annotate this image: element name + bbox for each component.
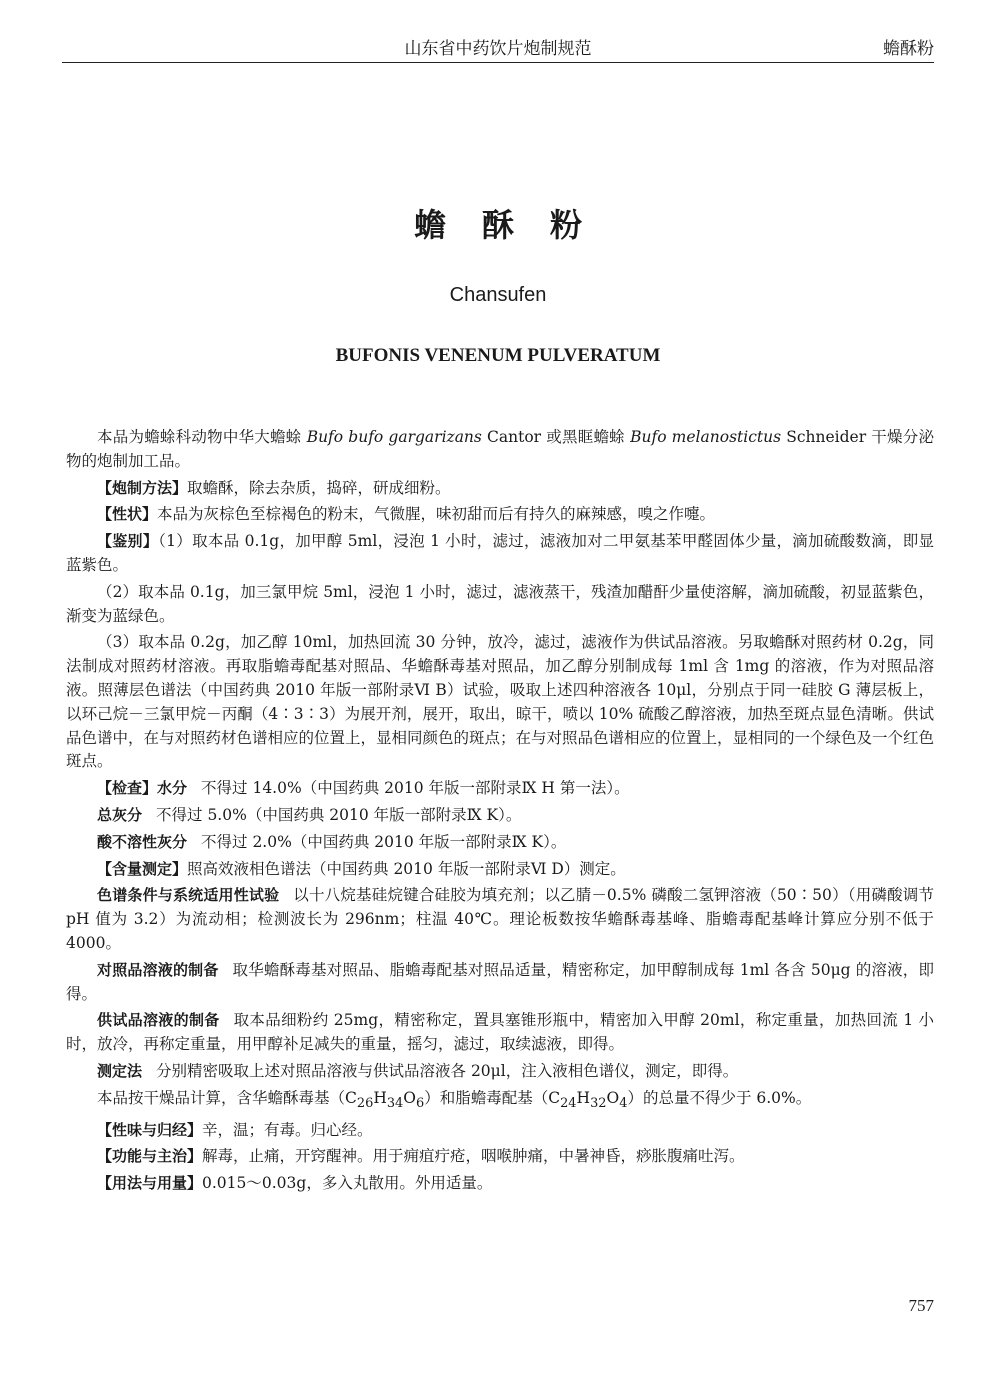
subscript: 4 [619, 1095, 628, 1111]
section-label: 【鉴别】 [97, 532, 159, 551]
formula-text: O [403, 1088, 416, 1107]
identification-paragraph-3: （3）取本品 0.2g，加乙醇 10ml，加热回流 30 分钟，放冷，滤过，滤液作为供试品溶液。另取蟾酥对照药材 0.2g，同法制成对照药材溶液。再取脂蟾毒配基对照品、华蟾酥毒基对照品，加乙醇分别制成每 1ml 含 1mg 的溶液，作为对照品溶液。照薄层色谱法（中国药典 2010 年版一部附录Ⅵ B）试验，吸取上述四种溶液各 10μl，分别点于同一硅胶 G 薄层板上，以环己烷－三氯甲烷－丙酮（4∶3∶3）为展开剂，展开，取出，晾干，喷以 10% 硫酸乙醇溶液，加热至斑点显色清晰。供试品色谱中，在与对照药材色谱相应的位置上，显相同颜色的斑点；在与对照品色谱相应的位置上，显相同的一个绿色及一个红色斑点。 [66, 633, 935, 771]
formula-text: H [576, 1088, 591, 1107]
section-label: 【功能与主治】 [97, 1147, 203, 1166]
section-text: 照高效液相色谱法（中国药典 2010 年版一部附录Ⅵ D）测定。 [187, 859, 626, 878]
section-text: 分别精密吸取上述对照品溶液与供试品溶液各 20μl，注入液相色谱仪，测定，即得。 [156, 1061, 739, 1080]
subsection-label: 色谱条件与系统适用性试验 [97, 886, 280, 905]
subsection-label: 测定法 [97, 1061, 143, 1080]
section-text: 不得过 5.0%（中国药典 2010 年版一部附录Ⅸ K）。 [156, 805, 522, 824]
assay-method [66, 1060, 934, 1084]
subscript: 26 [356, 1095, 374, 1111]
assay-test-solution [66, 1009, 934, 1057]
section-text: 取本品细粉约 25mg，精密称定，置具塞锥形瓶中，精密加入甲醇 20ml，称定重量，加热回流 1 小时，放冷，再称定重量，用甲醇补足减失的重量，摇匀，滤过，取续滤液，即得。 [66, 1011, 934, 1054]
section-label: 【检查】 [97, 779, 158, 798]
section-text: 0.015～0.03g，多入丸散用。外用适量。 [202, 1174, 493, 1193]
inspection-acid-ash [66, 831, 934, 855]
formula-text: ）和脂蟾毒配基（C [424, 1088, 561, 1107]
assay-content-limit [66, 1087, 934, 1116]
section-text: 本品为灰棕色至棕褐色的粉末，气微腥，味初甜而后有持久的麻辣感，嗅之作嚏。 [157, 505, 716, 524]
section-label: 【炮制方法】 [97, 478, 188, 497]
section-text: 不得过 14.0%（中国药典 2010 年版一部附录Ⅸ H 第一法）。 [201, 779, 630, 798]
properties-paragraph [66, 503, 934, 527]
identification-paragraph [66, 530, 934, 578]
formula-text: 本品按干燥品计算，含华蟾酥毒基（C [97, 1088, 357, 1107]
section-label: 【用法与用量】 [97, 1174, 203, 1193]
section-label: 【含量测定】 [97, 859, 188, 878]
formula-text: H [373, 1088, 387, 1107]
assay-reference-solution [66, 959, 934, 1007]
section-text: 辛，温；有毒。归心经。 [202, 1120, 373, 1139]
inspection-ash [66, 804, 934, 828]
assay-paragraph [66, 858, 934, 882]
section-text: 取蟾酥，除去杂质，捣碎，研成细粉。 [187, 478, 451, 497]
subscript: 24 [560, 1095, 577, 1111]
book-title: 山东省中药饮片炮制规范 [404, 39, 592, 59]
intro-text: Schneider 干燥分泌物的炮制加工品。 [66, 428, 934, 470]
section-text: （1）取本品 0.1g，加甲醇 5ml，浸泡 1 小时，滤过，滤液加对二甲氨基苯甲醛固体少量，滴加硫酸数滴，即显蓝紫色。 [66, 532, 934, 574]
nature-paragraph [66, 1119, 934, 1143]
page-number: 757 [908, 1296, 934, 1315]
latin-species-name: Bufo bufo gargarizans [306, 428, 482, 446]
running-header [62, 34, 934, 63]
monograph-latin-name: BUFONIS VENENUM PULVERATUM [335, 345, 661, 366]
subsection-label: 总灰分 [97, 805, 143, 824]
processing-paragraph [66, 477, 934, 501]
subsection-label: 水分 [157, 779, 188, 798]
section-text: 以十八烷基硅烷键合硅胶为填充剂；以乙腈－0.5% 磷酸二氢钾溶液（50∶50）（用磷酸调节 pH 值为 3.2）为流动相；检测波长为 296nm；柱温 40℃。理论板数按华蟾酥毒基峰、脂蟾毒配基峰计算应分别不低于 4000。 [66, 886, 934, 952]
section-text: 取华蟾酥毒基对照品、脂蟾毒配基对照品适量，精密称定，加甲醇制成每 1ml 各含 50μg 的溶液，即得。 [66, 960, 934, 1003]
subscript: 34 [386, 1095, 404, 1111]
section-title: 蟾酥粉 [883, 39, 934, 59]
inspection-water [66, 777, 934, 801]
assay-chromatography [66, 884, 934, 955]
function-paragraph [66, 1145, 934, 1169]
section-text: 不得过 2.0%（中国药典 2010 年版一部附录Ⅸ K）。 [201, 832, 567, 851]
monograph-pinyin: Chansufen [449, 284, 547, 306]
subsection-label: 供试品溶液的制备 [97, 1011, 220, 1030]
intro-paragraph [66, 426, 934, 474]
identification-paragraph-2: （2）取本品 0.1g，加三氯甲烷 5ml，浸泡 1 小时，滤过，滤液蒸干，残渣加醋酐少量使溶解，滴加硫酸，初显蓝紫色，渐变为蓝绿色。 [66, 582, 934, 625]
intro-text: 本品为蟾蜍科动物中华大蟾蜍 [97, 428, 307, 446]
subsection-label: 酸不溶性灰分 [97, 832, 188, 851]
subscript: 32 [590, 1095, 607, 1111]
usage-paragraph [66, 1172, 934, 1196]
intro-text: Cantor 或黑眶蟾蜍 [481, 428, 631, 446]
section-label: 【性状】 [97, 505, 158, 524]
formula-text: O [606, 1088, 620, 1107]
section-label: 【性味与归经】 [97, 1120, 203, 1139]
subscript: 6 [416, 1095, 425, 1111]
monograph-title: 蟾酥粉 [413, 206, 618, 244]
latin-species-name: Bufo melanostictus [630, 428, 782, 446]
formula-text: ）的总量不得少于 6.0%。 [627, 1088, 812, 1107]
monograph-body [66, 426, 934, 1199]
subsection-label: 对照品溶液的制备 [97, 960, 219, 979]
section-text: 解毒，止痛，开窍醒神。用于痈疽疔疮，咽喉肿痛，中暑神昏，痧胀腹痛吐泻。 [202, 1147, 745, 1166]
